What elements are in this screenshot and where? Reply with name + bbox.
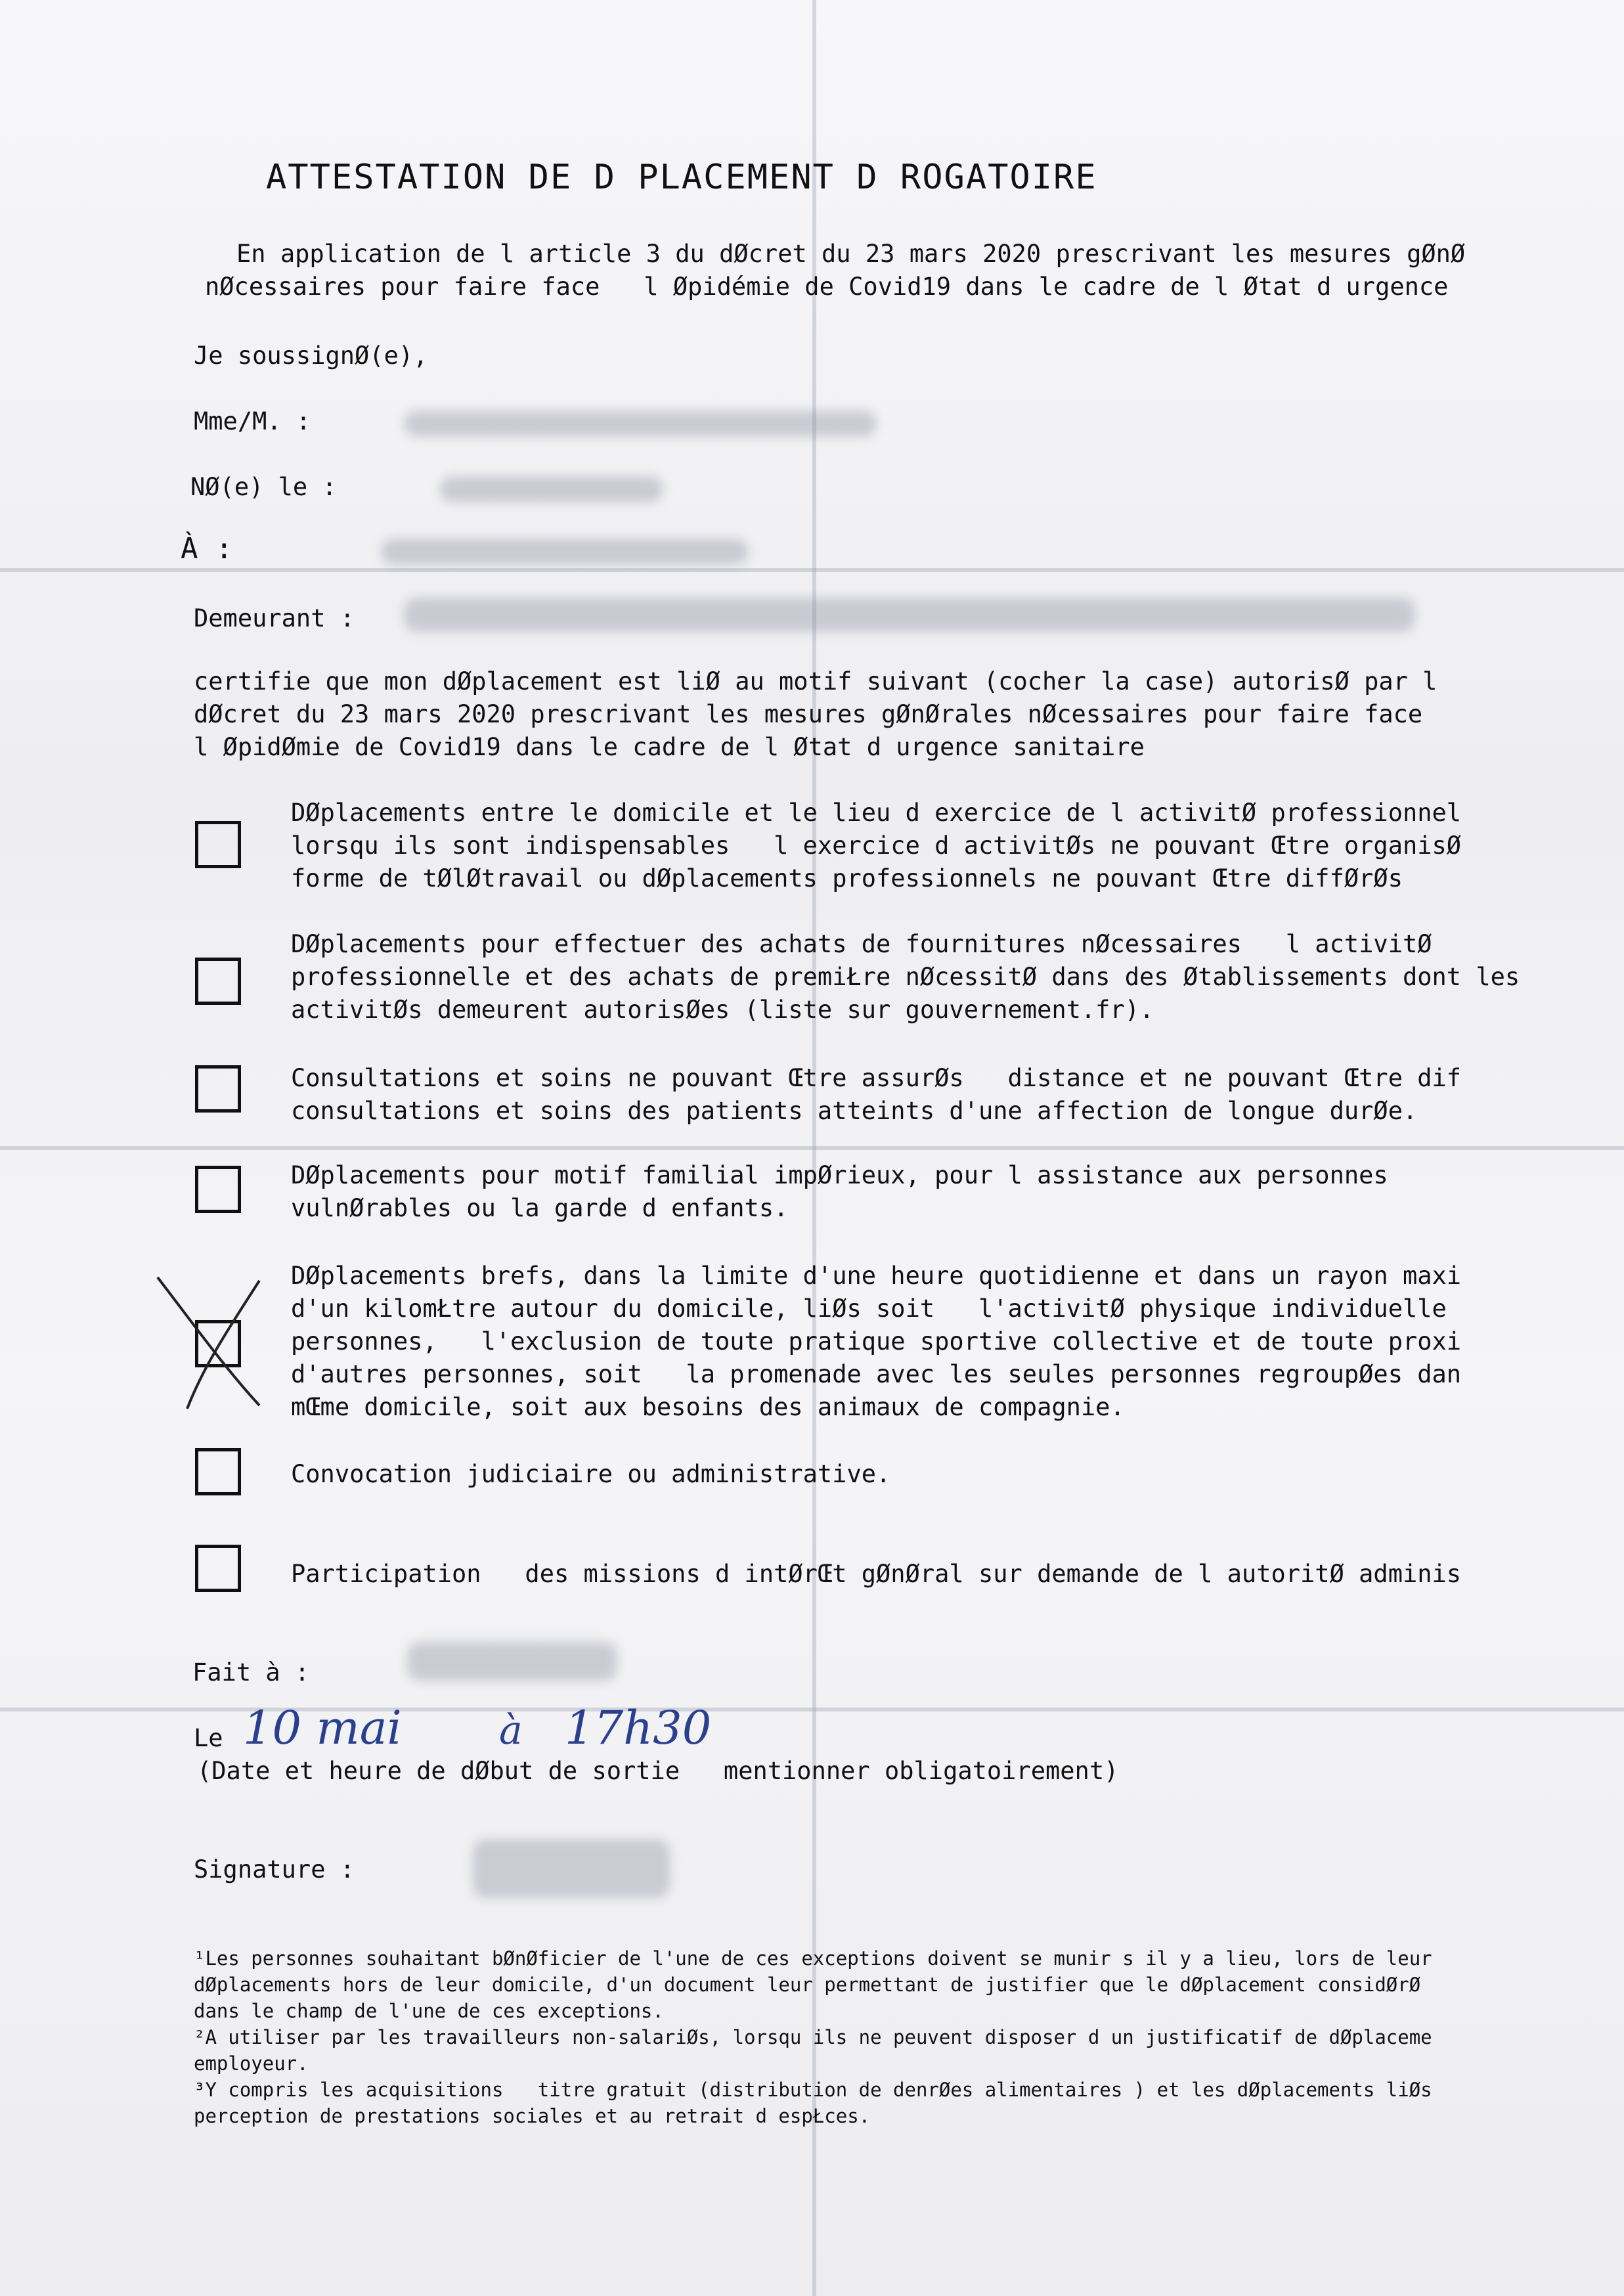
option-line: lorsqu ils sont indispensables l exercice d activitØs ne pouvant Œtre organisØ [291,831,1462,860]
redacted-place [407,1642,617,1681]
birthdate-label: NØ(e) le : [190,473,337,501]
checkbox-purchases[interactable] [195,958,241,1005]
checkbox-family[interactable] [195,1166,241,1213]
option-line: DØplacements brefs, dans la limite d'une heure quotidienne et dans un rayon maxi [291,1262,1462,1290]
footnote-line: employeur. [194,2052,309,2075]
certify-line: l ØpidØmie de Covid19 dans le cadre de l Øtat d urgence sanitaire [194,733,1145,761]
undersigned-label: Je soussignØ(e), [194,342,428,370]
document-title: ATTESTATION DE D PLACEMENT D ROGATOIRE [266,158,1097,197]
made-at-label: Fait à : [192,1658,310,1687]
option-line: d'autres personnes, soit la promenade avec les seules personnes regroupØes dan [291,1360,1462,1388]
footnote-line: perception de prestations sociales et au retrait d espŁces. [194,2105,871,2127]
redacted-signature [473,1839,670,1898]
redacted-address [404,598,1415,632]
date-note: (Date et heure de dØbut de sortie mentionner obligatoirement) [197,1757,1119,1785]
checkbox-summons[interactable] [195,1448,241,1495]
redacted-birthplace [381,539,749,565]
option-line: Participation des missions d intØrŒt gØnØral sur demande de l autoritØ adminis [291,1560,1462,1588]
option-line: forme de tØlØtravail ou dØplacements professionnels ne pouvant Œtre diffØrØs [291,864,1403,893]
redacted-birthdate [440,476,663,502]
option-line: d'un kilomŁtre autour du domicile, liØs soit l'activitØ physique individuelle [291,1294,1447,1323]
address-label: Demeurant : [194,604,355,632]
option-line: Consultations et soins ne pouvant Œtre assurØs distance et ne pouvant Œtre dif [291,1064,1462,1092]
name-label: Mme/M. : [194,407,311,435]
certify-line: dØcret du 23 mars 2020 prescrivant les mesures gØnØrales nØcessaires pour faire face [194,700,1423,728]
certify-line: certifie que mon dØplacement est liØ au motif suivant (cocher la case) autorisØ par l [194,667,1437,695]
checkbox-work-travel[interactable] [195,821,241,868]
option-line: DØplacements entre le domicile et le lieu d exercice de l activitØ professionnel [291,799,1462,827]
intro-line: En application de l article 3 du dØcret du 23 mars 2020 prescrivant les mesures gØnØ [236,240,1466,268]
checkbox-medical[interactable] [195,1065,241,1113]
handwritten-cross-mark [144,1268,282,1419]
footnote-line: dØplacements hors de leur domicile, d'un document leur permettant de justifier que le dØplacement considØrØ [194,1974,1421,1996]
birthplace-label: À : [181,532,233,565]
redacted-name [404,410,877,437]
handwritten-time: 17h30 [565,1701,712,1755]
option-line: Convocation judiciaire ou administrative. [291,1460,891,1488]
option-line: DØplacements pour effectuer des achats de fournitures nØcessaires l activitØ [291,930,1432,958]
handwritten-date: 10 mai [243,1701,402,1755]
intro-line: nØcessaires pour faire face l Øpidémie de Covid19 dans le cadre de l Øtat d urgence [205,273,1449,301]
footnote-line: ³Y compris les acquisitions titre gratuit (distribution de denrØes alimentaires ) et les dØplacements liØs [194,2079,1432,2101]
option-line: personnes, l'exclusion de toute pratique sportive collective et de toute proxi [291,1327,1462,1356]
footnote-line: dans le champ de l'une de ces exceptions. [194,2000,664,2022]
option-line: mŒme domicile, soit aux besoins des animaux de compagnie. [291,1393,1125,1421]
footnote-line: ¹Les personnes souhaitant bØnØficier de l'une de ces exceptions doivent se munir s il y a lieu, lors de leur [194,1947,1432,1970]
date-label: Le [194,1724,223,1752]
checkbox-general-interest[interactable] [195,1545,241,1592]
option-line: activitØs demeurent autorisØes (liste sur gouvernement.fr). [291,996,1154,1024]
option-line: consultations et soins des patients atteints d'une affection de longue durØe. [291,1097,1418,1125]
signature-label: Signature : [194,1855,355,1884]
option-line: vulnØrables ou la garde d enfants. [291,1194,789,1222]
footnote-line: ²A utiliser par les travailleurs non-salariØs, lorsqu ils ne peuvent disposer d un justificatif de dØplaceme [194,2026,1432,2048]
handwritten-at: à [499,1708,523,1754]
option-line: professionnelle et des achats de premiŁre nØcessitØ dans des Øtablissements dont les [291,963,1520,991]
option-line: DØplacements pour motif familial impØrieux, pour l assistance aux personnes [291,1161,1388,1189]
